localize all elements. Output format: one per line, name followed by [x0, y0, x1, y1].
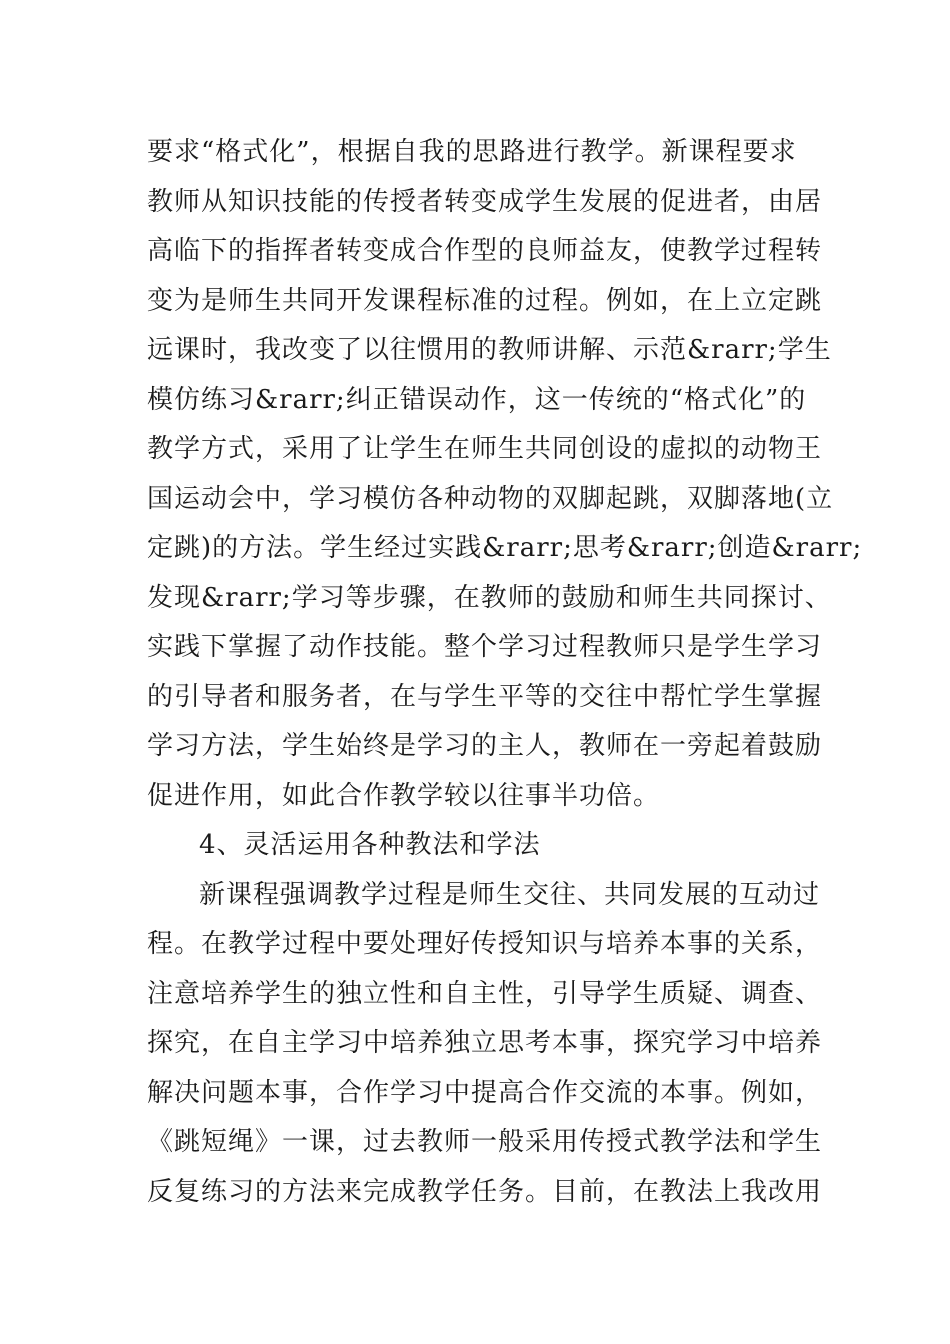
text-line: 变为是师生共同开发课程标准的过程。例如，在上立定跳 — [147, 285, 823, 316]
text-line: 教师从知识技能的传授者转变成学生发展的促进者，由居 — [147, 186, 823, 217]
section-heading: 4、灵活运用各种教法和学法 — [199, 830, 541, 860]
text-line: 促进作用，如此合作教学较以往事半功倍。 — [147, 780, 661, 811]
text-line: 教学方式，采用了让学生在师生共同创设的虚拟的动物王 — [147, 434, 823, 464]
text-line: 学习方法，学生始终是学习的主人，教师在一旁起着鼓励 — [147, 731, 823, 761]
text-line: 反复练习的方法来完成教学任务。目前，在教法上我改用 — [147, 1176, 823, 1207]
text-line: 模仿练习&rarr;纠正错误动作，这一传统的“格式化”的 — [147, 384, 807, 415]
text-line: 高临下的指挥者转变成合作型的良师益友，使教学过程转 — [147, 236, 823, 266]
text-line: 新课程强调教学过程是师生交往、共同发展的互动过 — [199, 879, 821, 910]
body-text — [147, 128, 863, 1217]
text-line: 远课时，我改变了以往惯用的教师讲解、示范&rarr;学生 — [147, 335, 832, 365]
text-line: 定跳)的方法。学生经过实践&rarr;思考&rarr;创造&rarr; — [147, 533, 863, 563]
text-line: 探究，在自主学习中培养独立思考本事，探究学习中培养 — [147, 1028, 823, 1058]
text-line: 发现&rarr;学习等步骤，在教师的鼓励和师生共同探讨、 — [147, 582, 832, 613]
text-line: 解决问题本事，合作学习中提高合作交流的本事。例如， — [147, 1077, 823, 1108]
text-line: 注意培养学生的独立性和自主性，引导学生质疑、调查、 — [147, 978, 823, 1009]
text-line: 国运动会中，学习模仿各种动物的双脚起跳，双脚落地(立 — [147, 483, 834, 514]
text-line: 的引导者和服务者，在与学生平等的交往中帮忙学生掌握 — [147, 681, 823, 712]
text-line: 程。在教学过程中要处理好传授知识与培养本事的关系， — [147, 929, 823, 959]
text-line: 实践下掌握了动作技能。整个学习过程教师只是学生学习 — [147, 632, 823, 662]
text-line: 《跳短绳》一课，过去教师一般采用传授式教学法和学生 — [147, 1127, 823, 1157]
text-line: 要求“格式化”，根据自我的思路进行教学。新课程要求 — [147, 137, 797, 167]
